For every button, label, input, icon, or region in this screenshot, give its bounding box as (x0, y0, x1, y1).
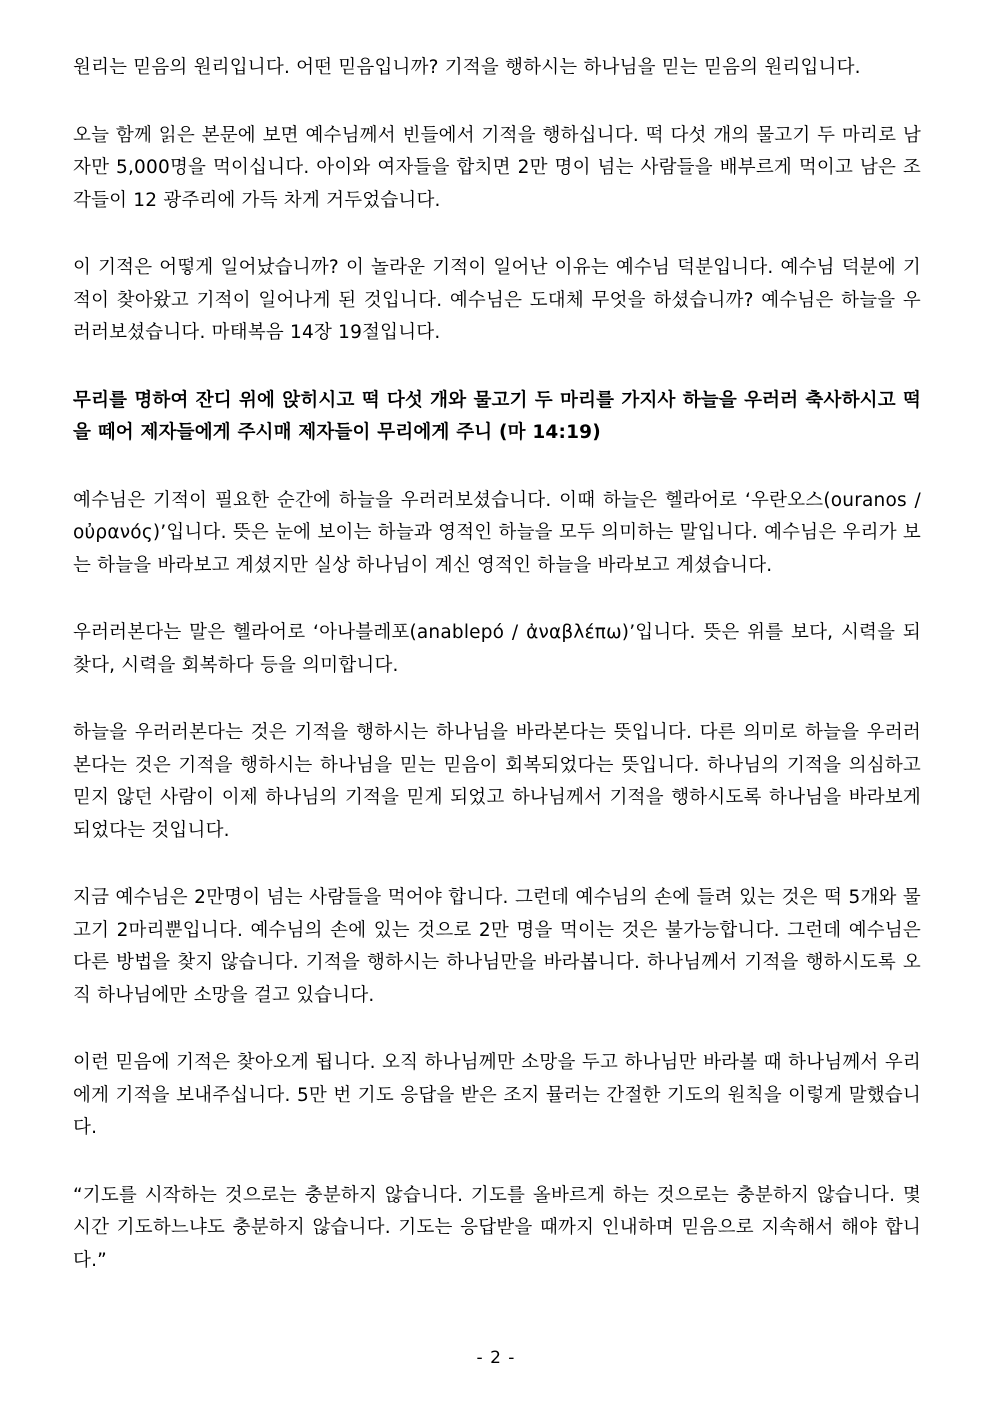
paragraph-9: 이런 믿음에 기적은 찾아오게 됩니다. 오직 하나님께만 소망을 두고 하나님만 바라볼 때 하나님께서 우리에게 기적을 보내주십니다. 5만 번 기도 응답을 받은 조지 뮬러는 간절한 기도의 원칙을 이렇게 말했습니다. (73, 1052, 921, 1138)
scripture-quote: 무리를 명하여 잔디 위에 앉히시고 떡 다섯 개와 물고기 두 마리를 가지사 하늘을 우러러 축사하시고 떡을 떼어 제자들에게 주시매 제자들이 무리에게 주니 (마 14:19) (73, 389, 921, 443)
document-body (73, 52, 921, 1312)
paragraph-3: 이 기적은 어떻게 일어났습니까? 이 놀라운 기적이 일어난 이유는 예수님 덕분입니다. 예수님 덕분에 기적이 찾아왔고 기적이 일어나게 된 것입니다. 예수님은 도대체 무엇을 하셨습니까? 예수님은 하늘을 우러러보셨습니다. 마태복음 14장 19절입니다. (73, 257, 921, 343)
paragraph-1: 원리는 믿음의 원리입니다. 어떤 믿음입니까? 기적을 행하시는 하나님을 믿는 믿음의 원리입니다. (73, 57, 861, 78)
paragraph-8: 지금 예수님은 2만명이 넘는 사람들을 먹어야 합니다. 그런데 예수님의 손에 들려 있는 것은 떡 5개와 물고기 2마리뿐입니다. 예수님의 손에 있는 것으로 2만 명을 먹이는 것은 불가능합니다. 그런데 예수님은 다른 방법을 찾지 않습니다. 기적을 행하시는 하나님만을 바라봅니다. 하나님께서 기적을 행하시도록 오직 하나님에만 소망을 걸고 있습니다. (73, 887, 921, 1006)
paragraph-2: 오늘 함께 읽은 본문에 보면 예수님께서 빈들에서 기적을 행하십니다. 떡 다섯 개의 물고기 두 마리로 남자만 5,000명을 먹이십니다. 아이와 여자들을 합치면 2만 명이 넘는 사람들을 배부르게 먹이고 남은 조각들이 12 광주리에 가득 차게 거두었습니다. (73, 124, 921, 211)
page-number: - 2 - (476, 1348, 516, 1368)
paragraph-6: 우러러본다는 말은 헬라어로 ‘아나블레포(anablepó / ἀναβλέπω)’입니다. 뜻은 위를 보다, 시력을 되찾다, 시력을 회복하다 등을 의미합니다. (73, 622, 921, 676)
paragraph-5: 예수님은 기적이 필요한 순간에 하늘을 우러러보셨습니다. 이때 하늘은 헬라어로 ‘우란오스(ouranos / οὐρανός)’입니다. 뜻은 눈에 보이는 하늘과 영적인 하늘을 모두 의미하는 말입니다. 예수님은 우리가 보는 하늘을 바라보고 계셨지만 실상 하나님이 계신 영적인 하늘을 바라보고 계셨습니다. (73, 489, 921, 576)
paragraph-7: 하늘을 우러러본다는 것은 기적을 행하시는 하나님을 바라본다는 뜻입니다. 다른 의미로 하늘을 우러러본다는 것은 기적을 행하시는 하나님을 믿는 믿음이 회복되었다는 뜻입니다. 하나님의 기적을 의심하고 믿지 않던 사람이 이제 하나님의 기적을 믿게 되었고 하나님께서 기적을 행하시도록 하나님을 바라보게 되었다는 것입니다. (73, 722, 921, 841)
paragraph-10: “기도를 시작하는 것으로는 충분하지 않습니다. 기도를 올바르게 하는 것으로는 충분하지 않습니다. 몇 시간 기도하느냐도 충분하지 않습니다. 기도는 응답받을 때까지 인내하며 믿음으로 지속해서 해야 합니다.” (73, 1184, 921, 1271)
